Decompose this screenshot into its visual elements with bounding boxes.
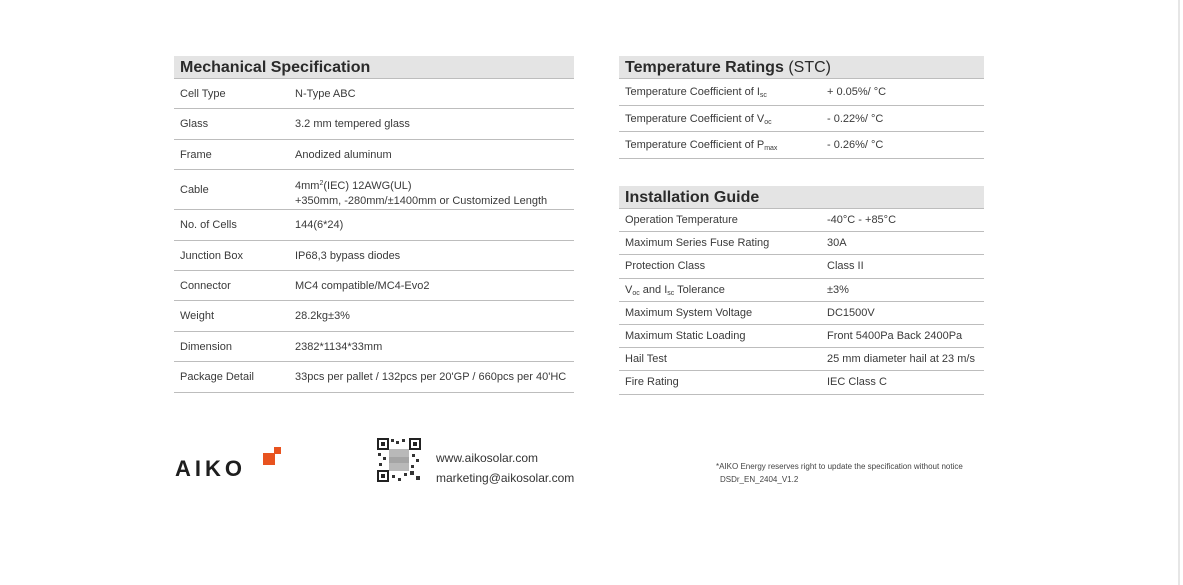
row-label: Maximum Series Fuse Rating — [625, 237, 770, 250]
label-text: Temperature Coefficient of I — [625, 86, 760, 98]
temperature-title-main: Temperature Ratings — [625, 59, 784, 76]
table-row — [619, 79, 984, 106]
disclaimer-text: *AIKO Energy reserves right to update the specification without notice — [716, 462, 963, 471]
aiko-logo: AIKO — [175, 456, 246, 481]
row-label: Operation Temperature — [625, 214, 738, 226]
label-subscript: sc — [667, 289, 675, 297]
cable-size: 4mm — [295, 180, 320, 193]
table-row — [174, 79, 574, 109]
label-text: V — [625, 283, 633, 296]
cable-spec-line2: +350mm, -280mm/±1400mm or Customized Length — [295, 195, 548, 208]
row-label: Frame — [180, 148, 212, 161]
row-value: 33pcs per pallet / 132pcs per 20'GP / 660pcs per 40'HC — [295, 371, 567, 384]
row-label: Maximum Static Loading — [625, 329, 746, 342]
mechanical-specification-table — [174, 56, 574, 393]
row-label: Protection Class — [625, 260, 706, 273]
row-label: Hail Test — [625, 353, 667, 366]
row-value: N-Type ABC — [295, 88, 356, 100]
row-value: Anodized aluminum — [295, 148, 392, 161]
row-value: Front 5400Pa Back 2400Pa — [827, 329, 963, 342]
row-label: Package Detail — [180, 371, 254, 384]
row-value: Class II — [827, 260, 864, 273]
row-value: + 0.05%/ °C — [827, 86, 887, 98]
row-value: MC4 compatible/MC4-Evo2 — [295, 279, 430, 292]
row-label — [625, 284, 725, 297]
installation-guide-table — [619, 186, 984, 395]
row-label: Connector — [180, 279, 231, 292]
qr-code-icon — [376, 437, 422, 483]
page-edge — [1178, 0, 1180, 585]
row-label: Fire Rating — [625, 376, 679, 389]
email-link[interactable]: marketing@aikosolar.com — [436, 471, 575, 485]
table-row — [174, 210, 574, 240]
row-label: Maximum System Voltage — [625, 306, 753, 319]
row-label: No. of Cells — [180, 219, 237, 232]
row-label: Glass — [180, 118, 209, 131]
row-label — [625, 86, 767, 99]
table-row — [174, 362, 574, 392]
table-row — [619, 232, 984, 255]
table-row — [619, 348, 984, 371]
row-value: IP68,3 bypass diodes — [295, 249, 401, 262]
cable-spec-line1 — [295, 180, 412, 192]
label-subscript: oc — [632, 289, 640, 297]
row-value: -40°C - +85°C — [827, 214, 897, 226]
row-label: Cell Type — [180, 88, 226, 100]
row-label: Junction Box — [180, 249, 243, 262]
cable-size-sup: 2 — [319, 180, 324, 188]
document-code: DSDr_EN_2404_V1.2 — [720, 475, 799, 484]
row-value: 30A — [827, 237, 847, 250]
table-row — [174, 332, 574, 362]
table-row — [619, 302, 984, 325]
label-subscript: oc — [764, 118, 772, 126]
row-label: Weight — [180, 310, 215, 323]
table-row — [619, 371, 984, 394]
temperature-title-suffix: (STC) — [788, 59, 831, 76]
table-row — [619, 279, 984, 302]
row-value: 28.2kg±3% — [295, 310, 350, 323]
temperature-ratings-title — [619, 56, 984, 79]
row-label: Dimension — [180, 340, 232, 353]
table-row — [619, 132, 984, 159]
row-value — [295, 176, 547, 209]
label-text: Temperature Coefficient of V — [625, 112, 765, 125]
table-row — [174, 140, 574, 170]
label-subscript: sc — [759, 92, 767, 99]
website-link[interactable]: www.aikosolar.com — [436, 451, 539, 465]
row-label — [625, 139, 777, 152]
table-row — [174, 271, 574, 301]
row-label: Cable — [180, 184, 209, 197]
row-value: 3.2 mm tempered glass — [295, 118, 410, 131]
row-value: - 0.26%/ °C — [827, 139, 884, 152]
table-row — [619, 209, 984, 232]
table-row — [619, 325, 984, 348]
installation-guide-title: Installation Guide — [619, 186, 984, 209]
row-label — [625, 113, 772, 126]
table-row — [619, 106, 984, 133]
table-row — [174, 241, 574, 271]
label-subscript: max — [764, 145, 778, 153]
table-row — [174, 109, 574, 139]
row-value: 2382*1134*33mm — [295, 340, 383, 353]
table-row — [174, 170, 574, 210]
aiko-logo-mark-icon — [263, 447, 282, 466]
label-text: Tolerance — [674, 283, 725, 296]
row-value: 25 mm diameter hail at 23 m/s — [827, 353, 975, 366]
cable-standard: (IEC) 12AWG(UL) — [323, 180, 412, 193]
table-row — [619, 255, 984, 278]
label-text: and I — [639, 283, 668, 296]
table-row — [174, 301, 574, 331]
row-value: IEC Class C — [827, 376, 887, 389]
row-value: - 0.22%/ °C — [827, 112, 884, 125]
row-value: 144(6*24) — [295, 219, 344, 232]
mechanical-specification-title: Mechanical Specification — [174, 56, 574, 79]
row-value: ±3% — [827, 283, 849, 296]
row-value: DC1500V — [827, 306, 875, 319]
label-text: Temperature Coefficient of P — [625, 139, 765, 152]
temperature-ratings-table — [619, 56, 984, 159]
